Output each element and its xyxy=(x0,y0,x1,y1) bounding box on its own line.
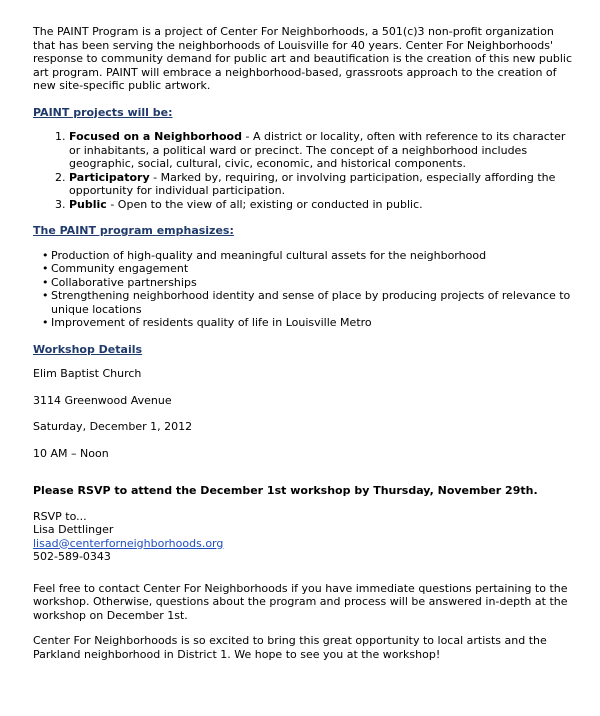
emphasizes-list-item: • Collaborative partnerships xyxy=(42,275,197,289)
rsvp-deadline: Please RSVP to attend the December 1st workshop by Thursday, November 29th. xyxy=(33,484,538,497)
workshop-heading: Workshop Details xyxy=(33,342,143,356)
workshop-address: 3114 Greenwood Avenue xyxy=(33,393,172,407)
workshop-venue: Elim Baptist Church xyxy=(33,367,142,380)
bullet-icon: • xyxy=(42,289,49,302)
project-desc: - Marked by, requiring, or involving participation, especially affording the opportunity for individual participation. xyxy=(69,170,556,197)
projects-list-item xyxy=(69,171,578,198)
project-desc: - Open to the view of all; existing or conducted in public. xyxy=(106,197,423,211)
projects-list-item xyxy=(69,198,578,212)
emphasizes-list-item: • Improvement of residents quality of life in Louisville Metro xyxy=(42,316,372,329)
project-term: Public xyxy=(69,197,107,211)
project-term: Participatory xyxy=(69,170,150,184)
bullet-icon: • xyxy=(42,262,49,275)
closing-paragraph: Center For Neighborhoods is so excited to bring this great opportunity to local artists and the Parkland neighborhood in District 1. We hope to see you at the workshop! xyxy=(33,634,547,661)
emphasizes-list-item: • Community engagement xyxy=(42,262,189,275)
rsvp-phone: 502-589-0343 xyxy=(33,550,111,563)
project-desc: - A district or locality, often with reference to its character or inhabitants, a political ward or precinct. The concept of a neighborhood includes geographic, social, cultural, civic, economic, and historical components. xyxy=(69,130,566,170)
bullet-icon: • xyxy=(42,248,49,262)
bullet-icon: • xyxy=(42,275,49,289)
emphasizes-list xyxy=(33,249,578,330)
workshop-time: 10 AM – Noon xyxy=(33,446,109,460)
projects-list xyxy=(33,130,578,211)
document-body xyxy=(33,25,578,661)
projects-heading: PAINT projects will be: xyxy=(33,105,173,119)
rsvp-contact-name: Lisa Dettlinger xyxy=(33,523,114,536)
project-term: Focused on a Neighborhood xyxy=(69,130,242,143)
projects-list-item xyxy=(69,130,578,171)
bullet-icon: • xyxy=(42,316,49,329)
contact-paragraph: Feel free to contact Center For Neighborhoods if you have immediate questions pertaining to the workshop. Otherwise, questions about the program and process will be answered in-depth at the workshop on December 1st. xyxy=(33,581,568,622)
intro-paragraph: The PAINT Program is a project of Center For Neighborhoods, a 501(c)3 non-profit organization that has been serving the neighborhoods of Louisville for 40 years. Center For Neighborhoods' response to community demand for public art and beautification is the creation of this new public art program. PAINT will embrace a neighborhood-based, grassroots approach to the creation of new site-specific public artwork. xyxy=(33,25,573,92)
emphasizes-list-item: • Strengthening neighborhood identity and sense of place by producing projects of relevance to unique locations xyxy=(42,289,571,316)
emphasizes-heading: The PAINT program emphasizes: xyxy=(33,224,234,237)
workshop-date: Saturday, December 1, 2012 xyxy=(33,420,193,433)
rsvp-email-link[interactable]: lisad@centerforneighborhoods.org xyxy=(33,536,224,550)
emphasizes-list-item: • Production of high-quality and meaningful cultural assets for the neighborhood xyxy=(42,248,487,262)
rsvp-to-label: RSVP to... xyxy=(33,509,87,523)
